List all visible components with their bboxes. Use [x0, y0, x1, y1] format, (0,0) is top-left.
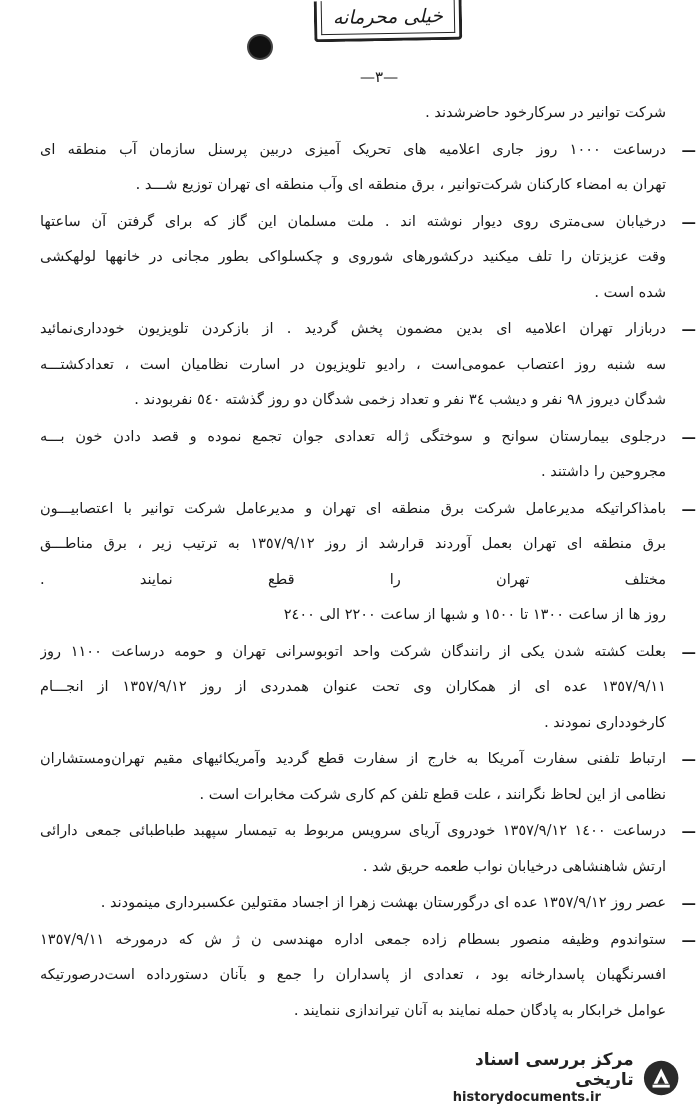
bullet-dash: —	[681, 931, 696, 949]
paragraph	[40, 96, 666, 132]
text-line: دربازار تهران اعلامیه ای بدین مضمون پخش گردید . از بازکردن تلویزیون خودداری‌نمائید	[40, 321, 666, 337]
paragraph	[40, 312, 696, 419]
paragraph	[40, 420, 696, 491]
text-line: تهران به امضاء کارکنان شرکت‌توانیر ، برق منطقه ای وآب منطقه ای تهران توزیع شـــد .	[135, 177, 666, 193]
page-number: —٣—	[360, 68, 399, 86]
text-line: عوامل خرابکار به پادگان حمله نمایند به آنان تیراندازی ننمایند .	[293, 1002, 666, 1019]
text-line: شده است .	[594, 284, 666, 301]
text-line: برق منطقه ای تهران بعمل آوردند قرارشد از روز ١٣٥٧/٩/١٢ به ترتیب زیر ، برق مناطـــق	[40, 536, 666, 552]
archive-url: historydocuments.ir	[452, 1090, 601, 1105]
text-line: شدگان دیروز ٩٨ نفر و دیشب ٣٤ نفر و تعداد زخمی شدگان دو روز گذشته ٥٤٠ نفربودند .	[134, 392, 666, 408]
paragraph	[40, 742, 696, 813]
archive-name: مرکز بررسی اسناد تاریخی	[475, 1050, 634, 1090]
text-line: درساعت ١٠٠٠ روز جاری اعلامیه های تحریک آمیزی دربین پرسنل سازمان آب منطقه ای	[40, 141, 666, 158]
paragraph	[40, 635, 696, 742]
classification-stamp	[314, 0, 463, 42]
text-line: افسرنگهبان پاسدارخانه بود ، تعدادی از پاسداران را جمع و بآنان دستورداده است‌درصورتیکه	[40, 967, 666, 983]
bullet-dash: —	[681, 500, 696, 518]
text-line: شرکت توانیر در سرکارخود حاضرشدند .	[425, 105, 666, 121]
text-line: ١٣٥٧/٩/١١ عده ای از همکاران وی تحت عنوان همدردی از روز ١٣٥٧/٩/١٢ از انجـــام	[40, 679, 666, 695]
text-line: درخیابان سی‌متری روی دیوار نوشته اند . ملت مسلمان این گاز که برای گرفتن آن ساعتها	[40, 213, 666, 230]
text-line: نظامی از این لحاظ نگرانند ، علت قطع تلفن کم کاری شرکت مخابرات است .	[199, 786, 666, 803]
archive-watermark	[420, 1050, 680, 1105]
binder-punch-hole	[249, 36, 271, 58]
text-line: ارتباط تلفنی سفارت آمریکا به خارج از سفارت قطع گردید وآمریکائیهای مقیم تهران‌ومستشاران	[40, 751, 666, 767]
paragraph	[40, 923, 696, 1030]
bullet-dash: —	[681, 321, 696, 338]
paragraph	[40, 814, 696, 885]
text-line: مجروحین را داشتند .	[541, 464, 666, 480]
text-line: بعلت کشته شدن یکی از رانندگان شرکت واحد اتوبوسرانی تهران و حومه درساعت ١١٠٠ روز	[40, 643, 666, 660]
paragraph	[40, 886, 696, 922]
bullet-dash: —	[681, 823, 696, 840]
text-line: سه شنبه روز اعتصاب عمومی‌است ، رادیو تلویزیون در اسارت نظامیان است ، تعدادکشتـــه	[40, 356, 666, 373]
bullet-dash: —	[681, 751, 696, 768]
stamp-text: خیلی محرمانه	[321, 0, 456, 35]
paragraph	[40, 205, 696, 312]
text-line: وقت عزیزتان را تلف میکنید درکشورهای شوروی و چکسلواکی بطور مجانی در خانهها لولهکشی	[40, 249, 666, 265]
document-body	[40, 96, 696, 1030]
paragraph	[40, 133, 696, 204]
bullet-dash: —	[681, 141, 696, 159]
archive-logo-icon	[642, 1058, 680, 1098]
text-line: ارتش شاهنشاهی درخیابان نواب طعمه حریق شد .	[362, 858, 666, 875]
text-line: مختلف تهران را قطع نمایند .	[40, 571, 666, 588]
bullet-dash: —	[681, 213, 696, 231]
text-line: درساعت ١٤٠٠ ١٣٥٧/٩/١٢ خودروی آریای سرویس مربوط به تیمسار سپهبد طباطبائی جمعی دارائی	[40, 823, 666, 839]
bullet-dash: —	[681, 643, 696, 661]
text-line: ستواندوم وظیفه منصور بسطام زاده جمعی اداره مهندسی ن ژ ش که درمورخه ١٣٥٧/٩/١١	[40, 931, 666, 948]
bullet-dash: —	[681, 428, 696, 446]
text-line: عصر روز ١٣٥٧/٩/١٢ عده ای درگورستان بهشت زهرا از اجساد مقتولین عکسبرداری مینمودند .	[100, 895, 666, 911]
bullet-dash: —	[681, 895, 696, 912]
paragraph	[40, 492, 696, 634]
text-line: بامذاکراتیکه مدیرعامل شرکت برق منطقه ای تهران و مدیرعامل شرکت توانیر با اعتصابیـــون	[40, 500, 666, 517]
text-line: درجلوی بیمارستان سوانح و سوختگی ژاله تعدادی جوان تجمع نموده و قصد دادن خون بـــه	[40, 428, 666, 445]
text-line: روز ها از ساعت ١٣٠٠ تا ١٥٠٠ و شبها از ساعت ٢٢٠٠ الی ٢٤٠٠	[283, 607, 666, 623]
text-line: کارخودداری نمودند .	[544, 714, 666, 731]
